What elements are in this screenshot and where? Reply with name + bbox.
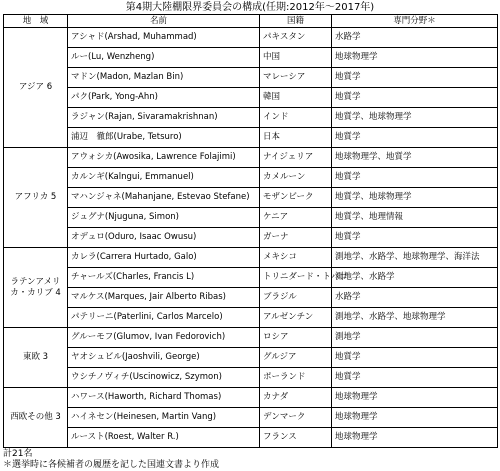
- member-field: 地質学: [332, 88, 498, 108]
- member-name: チャールズ(Charles, Francis L): [68, 268, 260, 288]
- table-row: [4, 288, 498, 308]
- member-nationality: パキスタン: [260, 28, 332, 48]
- header-nationality: 国籍: [260, 15, 332, 28]
- member-nationality: グルジア: [260, 348, 332, 368]
- region-cell: アジア 6: [4, 28, 68, 148]
- member-field: 地質学: [332, 228, 498, 248]
- table-row: [4, 28, 498, 48]
- table-row: [4, 348, 498, 368]
- table-row: [4, 188, 498, 208]
- member-field: 測地学、水路学、地球物理学: [332, 308, 498, 328]
- member-nationality: ブラジル: [260, 288, 332, 308]
- table-body: [4, 28, 498, 448]
- member-nationality: カナダ: [260, 388, 332, 408]
- table-row: [4, 308, 498, 328]
- member-nationality: アルゼンチン: [260, 308, 332, 328]
- member-name: ジュグナ(Njuguna, Simon): [68, 208, 260, 228]
- member-nationality: フランス: [260, 428, 332, 448]
- table-row: [4, 268, 498, 288]
- source-note: ＊選挙時に各候補者の履歴を記した国連文書より作成: [3, 460, 220, 470]
- member-field: 地球物理学: [332, 388, 498, 408]
- table-row: [4, 48, 498, 68]
- header-region: 地 域: [4, 15, 68, 28]
- table-row: [4, 68, 498, 88]
- commission-table: [3, 14, 498, 448]
- member-field: 地球物理学、地質学: [332, 148, 498, 168]
- member-field: 地球物理学: [332, 48, 498, 68]
- member-name: 浦辺 徹郎(Urabe, Tetsuro): [68, 128, 260, 148]
- member-name: ラジャン(Rajan, Sivaramakrishnan): [68, 108, 260, 128]
- member-name: ルースト(Roest, Walter R.): [68, 428, 260, 448]
- region-cell: ラテンアメリカ・カリブ 4: [4, 248, 68, 328]
- member-name: ヤオシュビル(Jaoshvili, George): [68, 348, 260, 368]
- member-nationality: モザンビーク: [260, 188, 332, 208]
- member-nationality: ポーランド: [260, 368, 332, 388]
- member-name: アウォシカ(Awosika, Lawrence Folajimi): [68, 148, 260, 168]
- member-nationality: 韓国: [260, 88, 332, 108]
- member-name: パク(Park, Yong-Ahn): [68, 88, 260, 108]
- member-nationality: ロシア: [260, 328, 332, 348]
- member-nationality: インド: [260, 108, 332, 128]
- total-count: 計21名: [3, 449, 33, 459]
- header-name: 名前: [68, 15, 260, 28]
- member-field: 測地学、水路学、地球物理学、海洋法: [332, 248, 498, 268]
- member-nationality: マレーシア: [260, 68, 332, 88]
- table-row: [4, 228, 498, 248]
- table-row: [4, 428, 498, 448]
- member-name: ハイネセン(Heinesen, Martin Vang): [68, 408, 260, 428]
- page-title: 第4期大陸棚限界委員会の構成(任期:2012年～2017年): [125, 2, 375, 13]
- member-name: アシャド(Arshad, Muhammad): [68, 28, 260, 48]
- member-field: 地質学、地理情報: [332, 208, 498, 228]
- member-nationality: カメルーン: [260, 168, 332, 188]
- member-field: 水路学: [332, 28, 498, 48]
- member-field: 地質学: [332, 168, 498, 188]
- member-nationality: 中国: [260, 48, 332, 68]
- member-name: カレラ(Carrera Hurtado, Galo): [68, 248, 260, 268]
- member-field: 地質学、地球物理学: [332, 108, 498, 128]
- table-row: [4, 388, 498, 408]
- member-name: オデュロ(Oduro, Isaac Owusu): [68, 228, 260, 248]
- member-field: 測地学、水路学: [332, 268, 498, 288]
- table-row: [4, 368, 498, 388]
- table-row: [4, 248, 498, 268]
- member-nationality: デンマーク: [260, 408, 332, 428]
- member-name: パテリーニ(Paterlini, Carlos Marcelo): [68, 308, 260, 328]
- member-field: 地質学: [332, 68, 498, 88]
- table-row: [4, 148, 498, 168]
- member-name: ウシチノヴィチ(Uscinowicz, Szymon): [68, 368, 260, 388]
- table-row: [4, 88, 498, 108]
- table-row: [4, 208, 498, 228]
- header-row: [4, 15, 498, 28]
- member-name: ハワース(Haworth, Richard Thomas): [68, 388, 260, 408]
- member-field: 地質学、地球物理学: [332, 188, 498, 208]
- member-field: 地質学: [332, 128, 498, 148]
- region-cell: 西欧その他 3: [4, 388, 68, 448]
- member-field: 測地学: [332, 328, 498, 348]
- member-field: 地球物理学: [332, 428, 498, 448]
- member-nationality: ケニア: [260, 208, 332, 228]
- member-field: 地質学: [332, 368, 498, 388]
- table-row: [4, 408, 498, 428]
- member-name: マドン(Madon, Mazlan Bin): [68, 68, 260, 88]
- member-nationality: メキシコ: [260, 248, 332, 268]
- member-nationality: ナイジェリア: [260, 148, 332, 168]
- member-nationality: 日本: [260, 128, 332, 148]
- member-name: マハンジャネ(Mahanjane, Estevao Stefane): [68, 188, 260, 208]
- member-field: 地球物理学: [332, 408, 498, 428]
- member-name: グルーモフ(Glumov, Ivan Fedorovich): [68, 328, 260, 348]
- member-name: マルケス(Marques, Jair Alberto Ribas): [68, 288, 260, 308]
- member-nationality: ガーナ: [260, 228, 332, 248]
- header-field: 専門分野＊: [332, 15, 498, 28]
- table-row: [4, 168, 498, 188]
- table-row: [4, 108, 498, 128]
- member-nationality: トリニダード・トバゴ: [260, 268, 332, 288]
- table-row: [4, 128, 498, 148]
- member-field: 水路学: [332, 288, 498, 308]
- member-name: ルー(Lu, Wenzheng): [68, 48, 260, 68]
- region-cell: アフリカ 5: [4, 148, 68, 248]
- member-field: 地質学: [332, 348, 498, 368]
- member-name: カルンギ(Kalngui, Emmanuel): [68, 168, 260, 188]
- table-row: [4, 328, 498, 348]
- region-cell: 東欧 3: [4, 328, 68, 388]
